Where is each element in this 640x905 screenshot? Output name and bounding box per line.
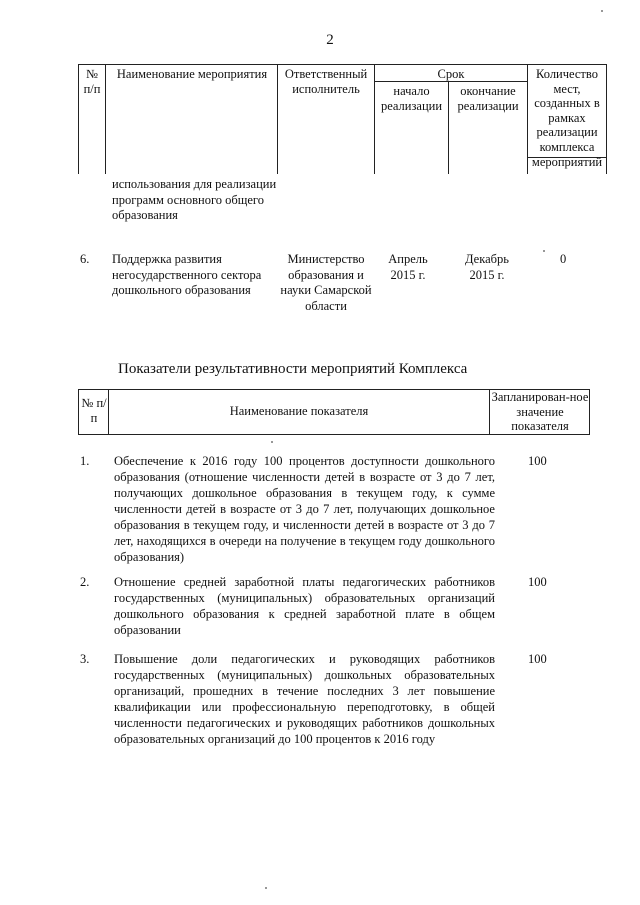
- section-title: Показатели результативности мероприятий Комплекса: [118, 361, 468, 377]
- header-end: окончание реализации: [457, 84, 519, 113]
- scan-speck: [543, 250, 545, 252]
- row2-text: Отношение средней заработной платы педагогических работников государственных (муниципальных) образовательных организаций дошкольного образования к средней заработной плате в общем образовании: [114, 575, 495, 637]
- measures-table-header: [78, 64, 607, 174]
- header-responsible: Ответственный исполнитель: [284, 67, 368, 96]
- row6-responsible: Министерство образования и науки Самарской области: [280, 252, 372, 313]
- row3-text: Повышение доли педагогических и руководящих работников государственных (муниципальных) дошкольных образовательных организаций, прошедних в течение последних 3 лет повышение квалификации или профессиональную переподготовку, в общей численности педагогических и руководящих работников дошкольных образовательных организаций до 100 процентов к 2016 году: [114, 652, 495, 746]
- row2-num: 2.: [80, 575, 90, 589]
- row3-value: 100: [528, 652, 547, 666]
- header-places-count: Количество мест, созданных в рамках реализации комплекса мероприятий: [531, 67, 603, 169]
- header-term: Срок: [437, 67, 465, 81]
- row6-start: Апрель 2015 г.: [388, 252, 428, 282]
- header-measure-name: Наименование мероприятия: [116, 67, 268, 81]
- header-start: начало реализации: [380, 84, 443, 113]
- row2-value: 100: [528, 575, 547, 589]
- scan-speck: [265, 887, 267, 889]
- row1-text: Обеспечение к 2016 году 100 процентов доступности дошкольного образования (отношение численности детей в возрасте от 3 до 7 лет, получающих дошкольное образования в текущем году, к сумме численности детей в возрасте от 3 до 7 лет, получающих дошкольное образования в текущем году, и численности детей в возрасте от 3 до 7 лет, находящихся в очереди на получение в текущем году дошкольного образования): [114, 454, 495, 564]
- row6-name: Поддержка развития негосударственного сектора дошкольного образования: [112, 252, 262, 297]
- row1-num: 1.: [80, 454, 90, 468]
- indicators-table-header: [78, 389, 590, 435]
- row6-num: 6.: [80, 252, 90, 266]
- scan-speck: [601, 10, 603, 12]
- header-num: № п/п: [83, 67, 101, 96]
- header2-num: № п/п: [81, 396, 107, 425]
- header2-indicator-name: Наименование показателя: [229, 404, 369, 418]
- scan-speck: [271, 441, 273, 443]
- row6-count: 0: [560, 252, 567, 266]
- header2-planned-value: Запланирован-ное значение показателя: [491, 390, 589, 433]
- row6-end: Декабрь 2015 г.: [465, 252, 509, 282]
- row-continuation-text: использования для реализации программ основного общего образования: [112, 177, 277, 222]
- row1-value: 100: [528, 454, 547, 468]
- page-number: 2: [326, 32, 334, 48]
- row3-num: 3.: [80, 652, 90, 666]
